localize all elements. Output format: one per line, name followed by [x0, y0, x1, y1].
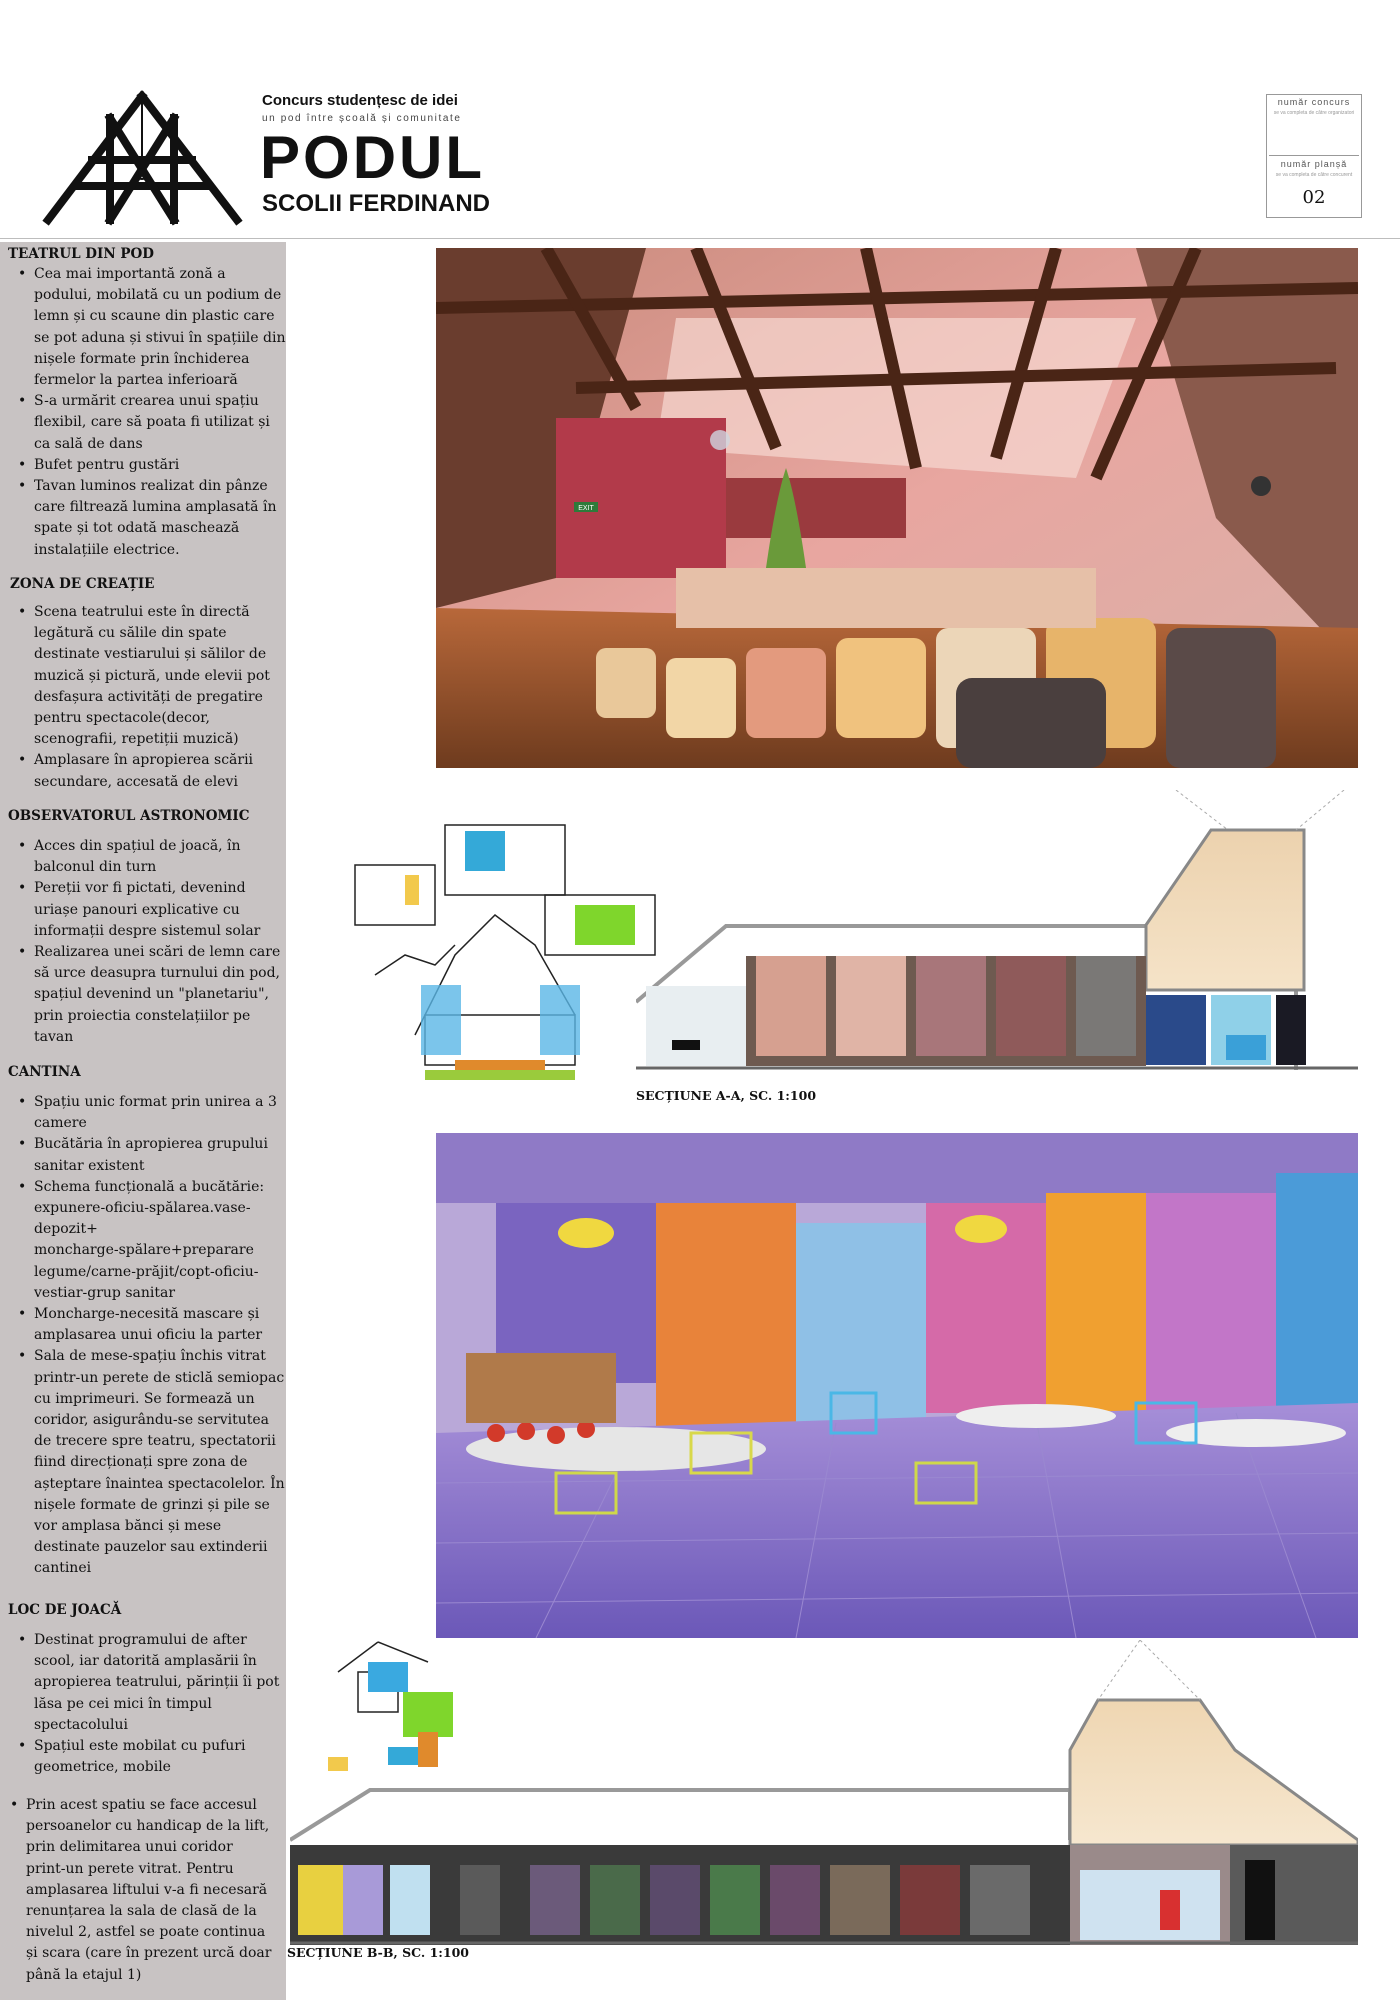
- contest-number-box: [1266, 94, 1362, 218]
- list-item: • S-a urmărit crearea unui spațiu flexibil, care să poata fi utilizat și ca sală de dans: [16, 391, 285, 455]
- sidebar: [0, 242, 286, 2000]
- contest-subtitle: un pod între școală și comunitate: [262, 113, 462, 124]
- section-heading: OBSERVATORUL ASTRONOMIC: [8, 808, 250, 824]
- list-item: • Destinat programului de after scool, iar datorită amplasării în apropierea teatrului, părinții îi pot lăsa pe cei mici în timpul spectacolului: [16, 1630, 279, 1736]
- section-heading: LOC DE JOACĂ: [8, 1602, 122, 1618]
- list-item: • Moncharge-necesită mascare și amplasarea unui oficiu la parter: [16, 1304, 285, 1346]
- list-item: • Bufet pentru gustări: [16, 455, 285, 476]
- section-heading: TEATRUL DIN POD: [8, 246, 154, 262]
- canteen-rendering: [436, 1133, 1358, 1638]
- list-item: • Acces din spațiul de joacă, în balconul din turn: [16, 836, 280, 878]
- numar-plansa-value: 02: [1302, 187, 1326, 208]
- list-item: • Pereții vor fi pictati, devenind uriașe panouri explicative cu informații despre sistemul solar: [16, 878, 280, 942]
- section-heading: CANTINA: [8, 1064, 81, 1080]
- numar-plansa-note: se va completa de către concurent: [1275, 172, 1353, 178]
- section-list: [8, 1795, 271, 1986]
- numar-concurs-label: număr concurs: [1277, 97, 1351, 107]
- list-item: • Bucătăria în apropierea grupului sanitar existent: [16, 1134, 285, 1176]
- list-item: • Schema funcțională a bucătărie: expunere-oficiu-spălarea.vase- depozit+ moncharge-spălare+preparare legume/carne-prăjit/copt-oficiu- vestiar-grup sanitar: [16, 1177, 285, 1304]
- list-item: • Tavan luminos realizat din pânze care filtrează lumina amplasată în spate și tot odată maschează instalațiile electrice.: [16, 476, 285, 561]
- list-item: • Spațiu unic format prin unirea a 3 camere: [16, 1092, 285, 1134]
- list-item: • Cea mai importantă zonă a podului, mobilată cu un podium de lemn și cu scaune din plastic care se pot aduna și stivui în spațiile din nișele formate prin închiderea fermelor la partea inferioară: [16, 264, 285, 391]
- truss-logo: [40, 88, 245, 228]
- contest-title: Concurs studențesc de idei: [262, 92, 458, 109]
- section-list: [16, 264, 285, 561]
- section-aa-drawing: [636, 790, 1358, 1072]
- section-list: [16, 1092, 285, 1580]
- list-item: • Sala de mese-spațiu închis vitrat printr-un perete de sticlă semiopac cu imprimeuri. Se formează un coridor, asigurându-se servitutea de trecere spre teatru, spectatorii fiind direcționați spre zona de așteptare înaintea spectacolelor. În nișele formate de grinzi și pile se vor amplasa bănci și mese destinate pauzelor sau extinderii cantinei: [16, 1346, 285, 1579]
- section-heading: ZONA DE CREAȚIE: [10, 576, 155, 592]
- exit-sign: EXIT: [578, 505, 594, 512]
- list-item: • Spațiul este mobilat cu pufuri geometrice, mobile: [16, 1736, 279, 1778]
- section-bb-caption: SECȚIUNE B-B, SC. 1:100: [287, 1945, 469, 1960]
- page-subtitle: SCOLII FERDINAND: [262, 190, 490, 217]
- list-item: • Prin acest spatiu se face accesul persoanelor cu handicap de la lift, prin delimitarea unui coridor print-un perete vitrat. Pentru amplasarea liftului v-a fi necesară renunțarea la sala de clasă de la nivelul 2, astfel se poate continua și scara (care în prezent urcă doar până la etajul 1): [8, 1795, 271, 1986]
- section-bb-drawing: [290, 1640, 1358, 1945]
- list-item: • Amplasare în apropierea scării secundare, accesată de elevi: [16, 750, 270, 792]
- section-list: [16, 1630, 279, 1778]
- page-title: PODUL: [260, 124, 485, 191]
- list-item: • Scena teatrului este în directă legătură cu sălile din spate destinate vestiarului și sălilor de muzică și pictură, unde elevii pot desfașura activități de pregatire pentru spectacole(decor, scenografii, repetiții muzică): [16, 602, 270, 750]
- header-divider: [0, 238, 1400, 239]
- numar-plansa-label: număr planșă: [1280, 159, 1348, 169]
- theatre-rendering: [436, 248, 1358, 768]
- box-divider: [1269, 155, 1359, 156]
- section-list: [16, 602, 270, 793]
- sketch-theatre-observatory: [345, 815, 665, 1090]
- section-aa-caption: SECȚIUNE A-A, SC. 1:100: [636, 1088, 817, 1103]
- list-item: • Realizarea unei scări de lemn care să urce deasupra turnului din pod, spațiul devenind un "planetariu", prin proiectia constelațiilor pe tavan: [16, 942, 280, 1048]
- section-list: [16, 836, 280, 1048]
- numar-concurs-note: se va completa de către organizatori: [1273, 110, 1355, 116]
